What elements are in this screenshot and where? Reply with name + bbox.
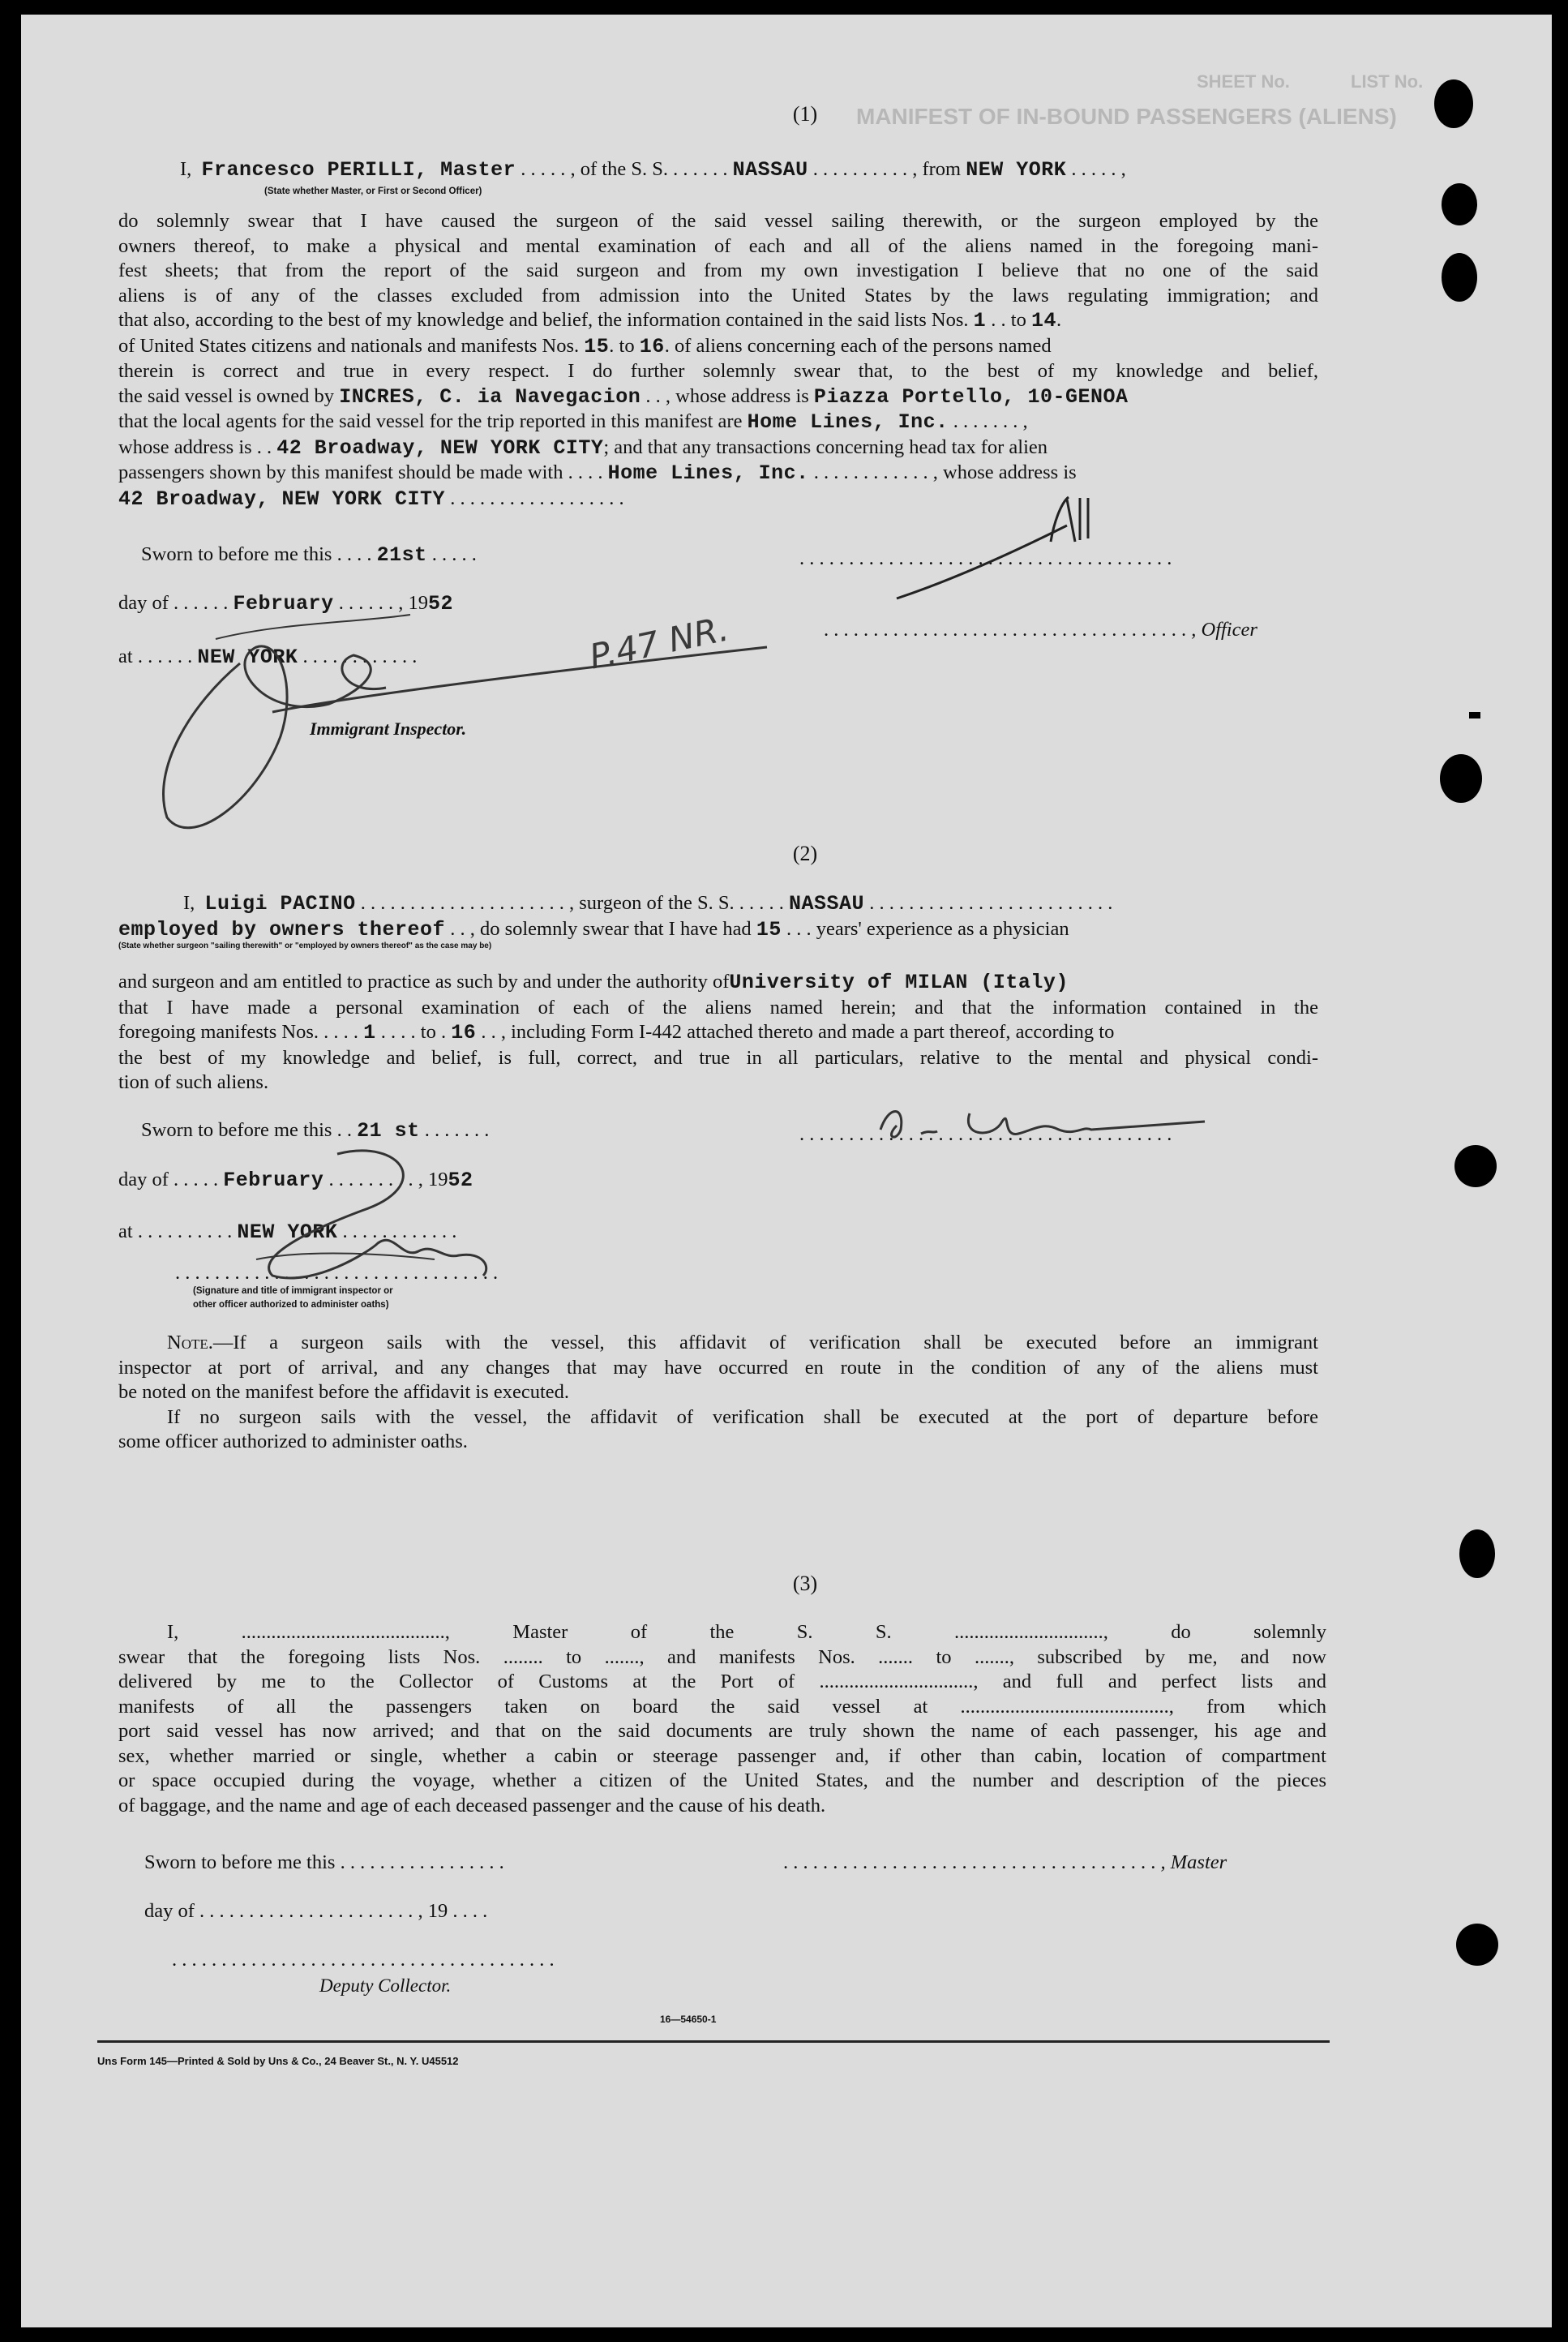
section-1-paragraph: do solemnly swear that I have caused the surgeon of the said vessel sailing therewith, or the surgeon employed by the owners thereof, to make a physical and mental examination of each and all of the aliens named in the foregoing mani- fest sheets; that from the report of the said surgeon and from my own investigation I believe that no one of the said aliens is of any of the classes excluded from admission into the United States by the laws regulating immigration; and that also, according to the best of my knowledge and belief, the information contained in the said lists Nos. 1 . . to 14. of United States citizens and nationals and manifests Nos. 15. to 16. of aliens concerning each of the persons named therein is correct and true in every respect. I do further solemnly swear that, to the best of my knowledge and belief, the said vessel is owned by INCRES, C. ia Navegacion . . , whose address is Piazza Portello, 10-GENOA that the local agents for the said vessel for the trip reported in this manifest are Home Lines, Inc. . . . . . . . , whose address is . . 42 Broadway, NEW YORK CITY; and that any transactions concerning head tax for alien passengers shown by this manifest should be made with . . . . Home Lines, Inc. . . . . . . . . . . . . , whose address is 42 Broadway, NEW YORK CITY . . . . . . . . . . . . . . . . . . — [118, 210, 1318, 511]
section-3-paragraph: I, ........................................., Master of the S. S. .............................., do solemnly swear that the foregoing lists Nos. ........ to ......., and manifests Nos. ....... to ......., subscribed by me, and now delivered by me to the Collector of Customs at the Port of ..............................., and full and perfect lists and manifests of all the passengers taken on board the said vessel at .........................................., from which port said vessel has now arrived; and that on the said documents are truly shown the name of each passenger, his age and sex, whether married or single, whether a cabin or steerage passenger and, if other than cabin, location of compartment or space occupied during the voyage, whether a citizen of the United States, and the number and description of the pieces of baggage, and the name and age of each deceased passenger and the cause of his death. — [118, 1621, 1326, 1817]
section-3-heading: (3) — [792, 1572, 818, 1595]
sworn-day: 21st — [376, 543, 427, 567]
sworn-line-1: Sworn to before me this . . . . 21st . . . . . — [141, 543, 477, 567]
at-line-2: at . . . . . . . . . . NEW YORK . . . . . . . . . . . . — [118, 1220, 457, 1244]
section-2-heading: (2) — [792, 842, 818, 865]
inspector-caption-1: (Signature and title of immigrant inspector or — [193, 1286, 393, 1296]
sworn-place: NEW YORK — [197, 646, 298, 669]
sworn-day: 21 st — [357, 1119, 420, 1143]
day-of-line-1: day of . . . . . . February . . . . . . , 1952 — [118, 592, 453, 616]
employment-type: employed by owners thereof — [118, 918, 446, 942]
lists-to: 14 — [1030, 309, 1056, 332]
licensing-authority: University of MILAN (Italy) — [729, 971, 1069, 994]
section-1-heading: (1) — [792, 102, 818, 126]
agents-address: 42 Broadway, NEW YORK CITY — [276, 435, 604, 460]
manifests-to: 16 — [639, 334, 665, 358]
form-code: 16—54650-1 — [660, 2014, 717, 2025]
note-paragraph: Note.—If a surgeon sails with the vessel, this affidavit of verification shall be executed before an immigrant inspector at port of arrival, and any changes that may have occurred en route in the condition of any of the aliens must be noted on the manifest before the affidavit is executed. If no surgeon sails with the vessel, the affidavit of verification shall be executed at the port of departure before some officer authorized to administer oaths. — [118, 1332, 1318, 1452]
printer-line: Uns Form 145—Printed & Sold by Uns & Co., 24 Beaver St., N. Y. U45512 — [97, 2055, 459, 2067]
sworn-line-2: Sworn to before me this . . 21 st . . . . . . . — [141, 1119, 490, 1143]
inspector-signature-2 — [175, 1138, 516, 1292]
manifests-to: 16 — [451, 1021, 477, 1044]
master-name: Francesco PERILLI, Master — [201, 158, 516, 182]
headtax-agent: Home Lines, Inc. — [607, 461, 809, 485]
years-experience: 15 — [756, 918, 782, 942]
surgeon-signature — [872, 1089, 1213, 1154]
background-bleed-text: SHEET No. — [1197, 71, 1290, 92]
section-2-paragraph: and surgeon and am entitled to practice as such by and under the authority ofUniversity of MILAN (Italy) that I have made a personal examination of each of the aliens named herein; and that the information contained in the foregoing manifests Nos. . . . . 1 . . . . to . 16 . . , including Form I-442 attached thereto and made a part thereof, according to the best of my knowledge and belief, is full, correct, and true in all particulars, relative to the mental and physical condi- tion of such aliens. — [118, 971, 1318, 1093]
lists-from: 1 — [973, 309, 987, 332]
local-agents: Home Lines, Inc. — [747, 410, 949, 434]
vessel-name: NASSAU — [789, 892, 865, 916]
master-caption: (State whether Master, or First or Second Officer) — [264, 187, 482, 196]
inspector-label: Immigrant Inspector. — [310, 718, 467, 739]
deputy-collector-label: Deputy Collector. — [319, 1975, 452, 1996]
sworn-year: 52 — [448, 1169, 473, 1192]
signature-dots-1: . . . . . . . . . . . . . . . . . . . . . . . . . . . . . . . . . . . . . . — [799, 547, 1172, 569]
headtax-address: 42 Broadway, NEW YORK CITY — [118, 487, 446, 511]
surgeon-line: I, Luigi PACINO . . . . . . . . . . . . . . . . . . . . . , surgeon of the S. S. . . . . . NASSAU . . . . . . . . . . . . . . . . . . . . . . . . . — [183, 892, 1113, 916]
inspector-dots-2: . . . . . . . . . . . . . . . . . . . . . . . . . . . . . . . . . — [175, 1262, 499, 1284]
departure-port: NEW YORK — [966, 158, 1067, 182]
note-label: Note. — [167, 1332, 213, 1353]
sworn-month: February — [233, 592, 334, 616]
master-line: I, Francesco PERILLI, Master . . . . . , of the S. S. . . . . . . NASSAU . . . . . . . . . . , from NEW YORK . . . . . , — [180, 158, 1126, 182]
vessel-owner: INCRES, C. ia Navegacion — [339, 384, 641, 409]
owner-address: Piazza Portello, 10-GENOA — [813, 384, 1129, 409]
master-sign-line: . . . . . . . . . . . . . . . . . . . . . . . . . . . . . . . . . . . . . . , Master — [783, 1851, 1227, 1873]
deputy-dots: . . . . . . . . . . . . . . . . . . . . . . . . . . . . . . . . . . . . . . . — [172, 1949, 555, 1971]
pencil-note: P.47 NR. — [585, 608, 732, 677]
vessel-name: NASSAU — [732, 158, 808, 182]
officer-line: . . . . . . . . . . . . . . . . . . . . . . . . . . . . . . . . . . . . . , Officer — [824, 619, 1257, 641]
signature-dots-2: . . . . . . . . . . . . . . . . . . . . . . . . . . . . . . . . . . . . . . — [799, 1123, 1172, 1145]
sworn-line-3: Sworn to before me this . . . . . . . . . . . . . . . . . — [144, 1851, 504, 1873]
document-page — [21, 15, 1552, 2327]
day-of-line-2: day of . . . . . February . . . . . . . . . , 1952 — [118, 1169, 473, 1192]
sworn-year: 52 — [427, 592, 453, 616]
surgeon-name: Luigi PACINO — [204, 892, 356, 916]
manifests-from: 1 — [363, 1021, 376, 1044]
manifests-from: 15 — [584, 334, 610, 358]
employment-line: employed by owners thereof . . , do solemnly swear that I have had 15 . . . years' experience as a physician — [118, 918, 1069, 942]
inspector-caption-2: other officer authorized to administer oaths) — [193, 1300, 389, 1310]
background-bleed-text: MANIFEST OF IN-BOUND PASSENGERS (ALIENS) — [856, 104, 1397, 129]
background-bleed-text: LIST No. — [1351, 71, 1424, 92]
inspector-signature-1 — [143, 590, 791, 850]
footer-rule — [97, 2040, 1330, 2043]
sworn-month: February — [223, 1169, 324, 1192]
at-line-1: at . . . . . . NEW YORK . . . . . . . . . . . . — [118, 646, 418, 669]
sworn-place: NEW YORK — [237, 1220, 338, 1244]
master-signature — [880, 493, 1124, 623]
day-of-line-3: day of . . . . . . . . . . . . . . . . . . . . . . , 19 . . . . — [144, 1900, 488, 1922]
employment-caption: (State whether surgeon "sailing therewith" or "employed by owners thereof" as the case may be) — [118, 942, 492, 950]
